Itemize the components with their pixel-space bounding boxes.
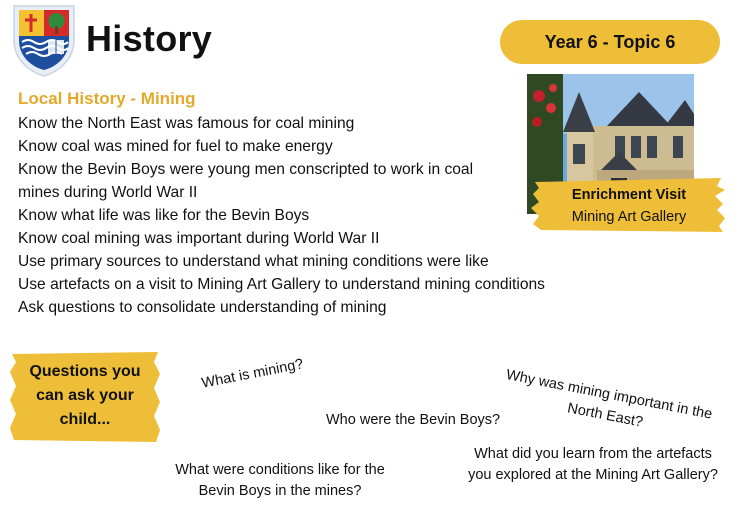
objective-item: Know the North East was famous for coal mining (18, 115, 355, 132)
question-conditions: What were conditions like for the Bevin Boys in the mines? (175, 462, 385, 499)
objective-item: Know what life was like for the Bevin Boys (18, 207, 310, 224)
page-title: History (86, 18, 213, 59)
section-heading: Local History - Mining (18, 89, 196, 108)
objective-item: mines during World War II (18, 184, 198, 201)
objective-item: Know coal mining was important during World War II (18, 230, 380, 247)
topic-badge (500, 20, 720, 64)
objective-item: Know the Bevin Boys were young men conscripted to work in coal (18, 161, 474, 178)
objective-item: Know coal was mined for fuel to make energy (18, 138, 333, 155)
enrichment-visit-title: Enrichment Visit (571, 187, 687, 203)
objective-item: Use artefacts on a visit to Mining Art Gallery to understand mining conditions (18, 276, 545, 293)
enrichment-visit-banner (531, 176, 727, 234)
question-bevin-boys: Who were the Bevin Boys? (326, 412, 501, 428)
banner-brush-shape (531, 176, 727, 234)
enrichment-visit-place: Mining Art Gallery (571, 209, 687, 225)
question-what-is-mining: What is mining? (200, 356, 305, 392)
question-artefacts: What did you learn from the artefacts you explored at the Mining Art Gallery? (468, 446, 718, 483)
objective-item: Ask questions to consolidate understanding of mining (18, 299, 387, 316)
topic-label: Year 6 - Topic 6 (544, 31, 676, 52)
objective-item: Use primary sources to understand what mining conditions were like (18, 253, 489, 270)
school-crest-logo (10, 2, 78, 78)
questions-label: Questions you can ask your child... (29, 363, 141, 428)
questions-box (8, 350, 162, 444)
question-why-important: Why was mining important in the North East? (504, 367, 714, 431)
objectives-list (18, 112, 545, 319)
